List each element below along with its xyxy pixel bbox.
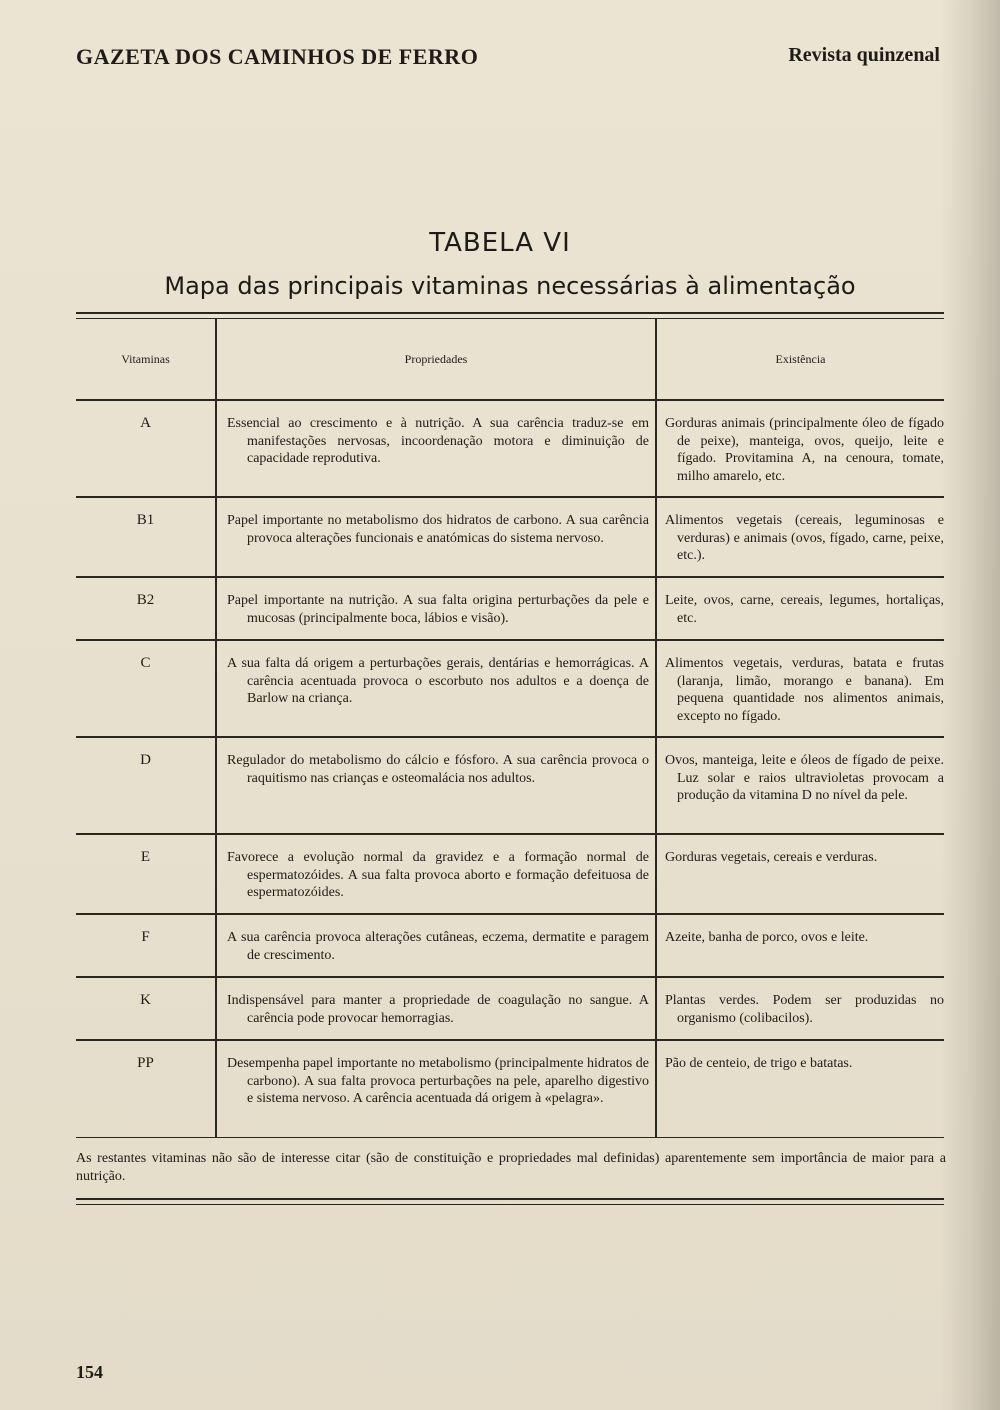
vitamin-table <box>76 319 944 1138</box>
vitamin-name: F <box>76 914 216 977</box>
table-header-row <box>76 319 944 400</box>
table-title: TABELA VI <box>429 228 571 258</box>
vitamin-sources: Plantas verdes. Podem ser produzidas no organismo (colibacilos). <box>665 993 944 1026</box>
table-row <box>76 1040 944 1137</box>
column-header-properties: Propriedades <box>216 319 656 400</box>
vitamin-sources: Leite, ovos, carne, cereais, legumes, hortaliças, etc. <box>665 593 944 626</box>
table-row <box>76 977 944 1040</box>
vitamin-properties: A sua carência provoca alterações cutâneas, eczema, dermatite e paragem de crescimento. <box>227 930 649 963</box>
vitamin-name: B2 <box>76 577 216 640</box>
vitamin-properties: Regulador do metabolismo do cálcio e fósforo. A sua carência provoca o raquitismo nas crianças e osteomalácia nos adultos. <box>227 753 649 786</box>
table-row <box>76 737 944 834</box>
vitamin-sources: Alimentos vegetais (cereais, leguminosas e verduras) e animais (ovos, fígado, carne, peixe, etc.). <box>665 513 944 563</box>
bottom-rule <box>76 1198 944 1200</box>
column-header-sources: Existência <box>656 319 944 400</box>
vitamin-properties: Papel importante na nutrição. A sua falta origina perturbações da pele e mucosas (principalmente boca, lábios e visão). <box>227 593 649 626</box>
vitamin-properties: Indispensável para manter a propriedade de coagulação no sangue. A carência pode provocar hemorragias. <box>227 993 649 1026</box>
vitamin-name: D <box>76 737 216 834</box>
vitamin-name: C <box>76 640 216 737</box>
bottom-rule-thin <box>76 1204 944 1205</box>
vitamin-properties: A sua falta dá origem a perturbações gerais, dentárias e hemorrágicas. A carência acentuada provoca o escorbuto nos adultos e a doença de Barlow na criança. <box>227 656 649 706</box>
column-header-vitamins: Vitaminas <box>76 319 216 400</box>
vitamin-sources: Alimentos vegetais, verduras, batata e frutas (laranja, limão, morango e banana). Em pequena quantidade nos alimentos animais, excepto no fígado. <box>665 656 944 724</box>
table-subtitle: Mapa das principais vitaminas necessárias à alimentação <box>164 272 856 300</box>
publication-frequency: Revista quinzenal <box>788 44 940 66</box>
table-row <box>76 400 944 497</box>
vitamin-name: K <box>76 977 216 1040</box>
vitamin-properties: Desempenha papel importante no metabolismo (principalmente hidratos de carbono). A sua falta provoca perturbações na pele, aparelho digestivo e sistema nervoso. A carência acentuada dá origem à «pelagra». <box>227 1056 649 1106</box>
top-rule <box>76 312 944 314</box>
vitamin-sources: Ovos, manteiga, leite e óleos de fígado de peixe. Luz solar e raios ultravioletas provocam a produção da vitamina D no nível da pele. <box>665 753 944 803</box>
vitamin-name: E <box>76 834 216 914</box>
table-row <box>76 914 944 977</box>
table-row <box>76 640 944 737</box>
vitamin-sources: Gorduras vegetais, cereais e verduras. <box>665 850 878 865</box>
vitamin-sources: Pão de centeio, de trigo e batatas. <box>665 1056 853 1071</box>
table-footnote: As restantes vitaminas não são de interesse citar (são de constituição e propriedades mal definidas) aparentemente sem importância de maior para a nutrição. <box>76 1151 946 1184</box>
vitamin-sources: Azeite, banha de porco, ovos e leite. <box>665 930 869 945</box>
vitamin-name: B1 <box>76 497 216 577</box>
vitamin-properties: Essencial ao crescimento e à nutrição. A sua carência traduz-se em manifestações nervosas, incoordenação motora e diminuição de capacidade reprodutiva. <box>227 416 649 466</box>
vitamin-name: A <box>76 400 216 497</box>
table-row <box>76 577 944 640</box>
page-number: 154 <box>76 1362 103 1382</box>
vitamin-properties: Papel importante no metabolismo dos hidratos de carbono. A sua carência provoca alterações funcionais e anatómicas do sistema nervoso. <box>227 513 649 546</box>
vitamin-sources: Gorduras animais (principalmente óleo de fígado de peixe), manteiga, ovos, queijo, leite e fígado. Provitamina A, na cenoura, tomate, milho amarelo, etc. <box>665 416 944 484</box>
vitamin-name: PP <box>76 1040 216 1137</box>
publication-title: GAZETA DOS CAMINHOS DE FERRO <box>76 44 479 69</box>
vitamin-properties: Favorece a evolução normal da gravidez e a formação normal de espermatozóides. A sua falta provoca aborto e formação defeituosa de espermatozóides. <box>227 850 649 900</box>
table-row <box>76 497 944 577</box>
table-row <box>76 834 944 914</box>
